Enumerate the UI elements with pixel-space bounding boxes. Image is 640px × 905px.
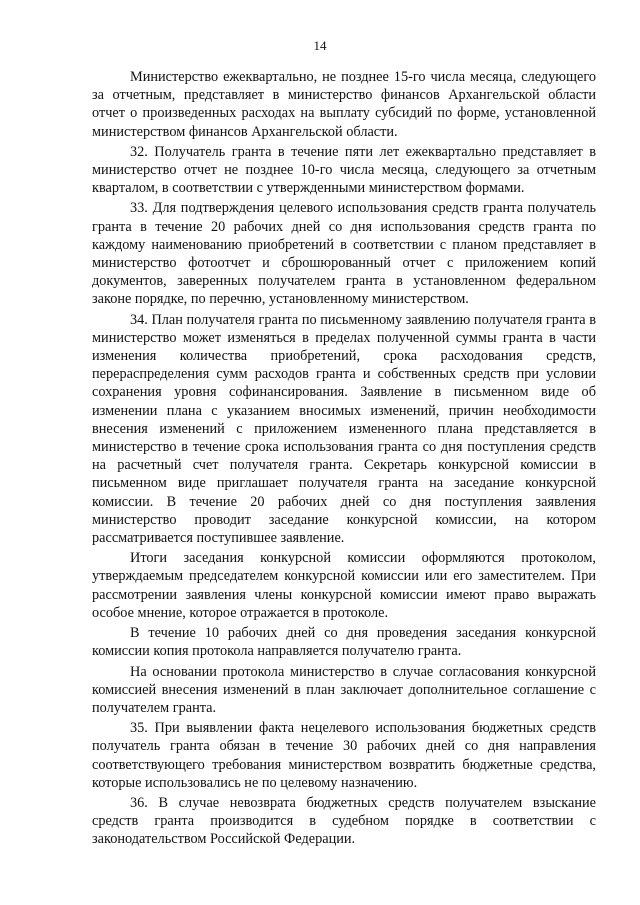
paragraph-ministry-quarterly-report: Министерство ежеквартально, не позднее 15-го числа месяца, следующего за отчетным, представляет в министерство финансов Архангельской области отчет о произведенных расходах на выплату субсидий по форме, установленной министерством финансов Архангельской области. bbox=[92, 69, 596, 140]
paragraph-commission-results: Итоги заседания конкурсной комиссии оформляются протоколом, утверждаемым председателем конкурсной комиссии или его заместителем. При рассмотрении заявления члены конкурсной комиссии имеют право выражать особое мнение, которое отражается в протоколе. bbox=[92, 550, 596, 621]
paragraph-36: 36. В случае невозврата бюджетных средств получателем взыскание средств гранта производится в судебном порядке в соответствии с законодательством Российской Федерации. bbox=[92, 794, 596, 848]
paragraph-additional-agreement: На основании протокола министерство в случае согласования конкурсной комиссией внесения изменений в план заключает дополнительное соглашение с получателем гранта. bbox=[92, 663, 596, 716]
paragraph-35: 35. При выявлении факта нецелевого использования бюджетных средств получатель гранта обязан в течение 30 рабочих дней со дня направления соответствующего требования министерством возвратить бюджетные средства, которые использовались не по целевому назначению. bbox=[92, 720, 596, 791]
paragraph-34: 34. План получателя гранта по письменному заявлению получателя гранта в министерство может изменяться в пределах полученной суммы гранта в части изменения количества приобретений, срока расходования средств, перераспределения сумм расходов гранта и собственных средств при условии сохранения уровня софинансирования. Заявление в письменном виде об изменении плана с указанием вносимых изменений, причин необходимости внесения изменений с приложением измененного плана представляется в министерство в течение срока использования гранта со дня поступления средств на расчетный счет получателя гранта. Секретарь конкурсной комиссии в письменном виде приглашает получателя гранта на заседание конкурсной комиссии. В течение 20 рабочих дней со дня поступления заявления министерство проводит заседание конкурсной комиссии, на котором рассматривается поступившее заявление. bbox=[92, 311, 596, 547]
document-body bbox=[92, 68, 596, 849]
paragraph-protocol-copy: В течение 10 рабочих дней со дня проведения заседания конкурсной комиссии копия протокола направляется получателю гранта. bbox=[92, 625, 596, 660]
paragraph-33: 33. Для подтверждения целевого использования средств гранта получатель гранта в течение 20 рабочих дней со дня использования средств гранта по каждому наименованию приобретений в соответствии с планом представляет в министерство фотоотчет и сброшюрованный отчет с приложением копий документов, заверенных получателем гранта в установленном федеральном законе порядке, по перечню, установленному министерством. bbox=[92, 200, 596, 308]
paragraph-32: 32. Получатель гранта в течение пяти лет ежеквартально представляет в министерство отчет не позднее 10-го числа месяца, следующего за отчетным кварталом, в соответствии с утвержденными министерством формами. bbox=[92, 143, 596, 197]
page-number: 14 bbox=[313, 38, 327, 53]
